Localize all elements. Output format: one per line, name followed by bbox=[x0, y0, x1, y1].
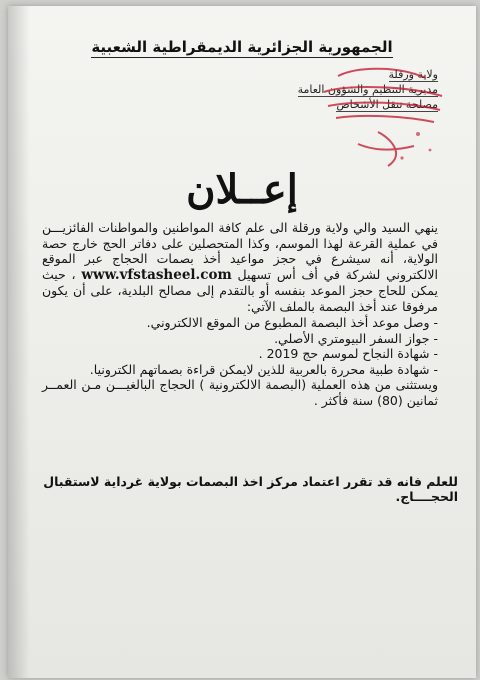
page-shadow bbox=[8, 6, 30, 678]
list-item: - شهادة طبية محررة بالعربية للذين لايمكن قراءة بصماتهم الكترونيا. bbox=[89, 361, 438, 377]
list-item: - وصل موعد أخذ البصمة المطبوع من الموقع الالكتروني. bbox=[146, 315, 438, 330]
intro-paragraph bbox=[42, 220, 438, 314]
list-item: - جواز السفر البيومتري الأصلي. bbox=[274, 330, 438, 346]
directorate-name: مديرية التنظيم والشؤون العامة bbox=[297, 83, 438, 96]
announcement-body bbox=[42, 220, 438, 408]
intro-text: ينهي السيد والي ولاية ورقلة الى علم كافة المواطنين والمواطنات الفائزيـــن في عملية القرعة لهذا الموسم، وكذا المتحصلين على دفاتر الحج خارج حصة الولاية، أنه سيشرع في حجز مواعيد أخذ بصمات الحجاج عبر الموقع الالكتروني لشركة في أف أس تسهيل bbox=[42, 220, 439, 282]
announcement-title: إعــلان bbox=[186, 166, 298, 213]
exemption-paragraph: ويستثنى من هذه العملية (البصمة الالكترونية ) الحجاج البالغيـــن مـن العمــر ثمانين (80) سنة فأكثر . bbox=[42, 377, 438, 408]
required-documents-list bbox=[42, 315, 438, 377]
service-name: مصلحة تنقل الأشخاص bbox=[336, 98, 438, 111]
republic-heading: الجمهورية الجزائرية الديمقراطية الشعبية bbox=[91, 38, 393, 56]
list-item: - شهادة النجاح لموسم حج 2019 . bbox=[258, 346, 438, 361]
wilaya-name: ولاية ورقلة bbox=[388, 68, 438, 81]
document-page bbox=[8, 6, 476, 678]
issuing-authority bbox=[268, 68, 438, 113]
closing-note: للعلم فانه قد تقرر اعتماد مركز اخذ البصمات بولاية غرداية لاستقبال الحجــــاج. bbox=[43, 474, 458, 504]
website-url: www.vfstasheel.com bbox=[81, 266, 232, 283]
intro-continued-text: ، حيث يمكن للحاج حجز الموعد بنفسه أو بالتقدم إلى مصالح البلدية، على أن يكون مرفوقا عند أخذ البصمة بالملف الآتي: bbox=[42, 266, 438, 314]
